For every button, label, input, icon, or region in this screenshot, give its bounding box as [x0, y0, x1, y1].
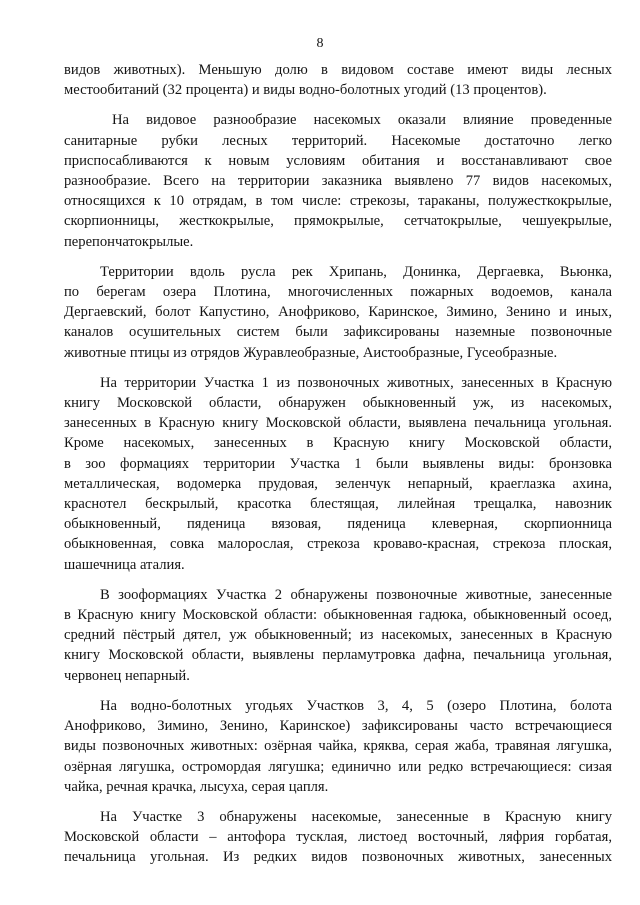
text-line: приспосабливаются к новым условиям обитания и восстанавливают свое: [64, 152, 612, 169]
paragraph-1: [64, 60, 612, 100]
text-line: по берегам озера Плотина, многочисленных пожарных водоемов, канала: [64, 284, 612, 301]
text-line: шашечница аталия.: [64, 556, 185, 573]
page-number: 8: [316, 36, 324, 51]
text-line: санитарные рубки лесных территорий. Насекомые достаточно легко: [64, 132, 612, 149]
text-line: животные птицы из отрядов Журавлеобразные, Аистообразные, Гусеобразные.: [64, 344, 558, 361]
paragraph-5: [64, 585, 612, 686]
text-line: Московской области – антофора тусклая, листоед восточный, ляфрия горбатая,: [64, 829, 612, 846]
text-line: виды позвоночных животных: озёрная чайка, кряква, серая жаба, травяная лягушка,: [64, 738, 612, 755]
text-line: На видовое разнообразие насекомых оказали влияние проведенные: [112, 112, 612, 129]
text-line: Дергаевский, болот Капустино, Анофриково, Каринское, Зимино, Зенино и иных,: [64, 304, 612, 321]
text-line: в зоо формациях территории Участка 1 были выявлены виды: бронзовка: [64, 455, 612, 472]
paragraph-6: [64, 696, 612, 797]
text-line: книгу Московской области, обнаружен обыкновенный уж, из насекомых,: [64, 395, 612, 412]
text-line: В зооформациях Участка 2 обнаружены позвоночные животные, занесенные: [100, 586, 612, 603]
text-line: относящихся к 10 отрядам, в том числе: стрекозы, тараканы, полужесткокрылые,: [64, 193, 612, 210]
text-line: разнообразие. Всего на территории заказника выявлено 77 видов насекомых,: [64, 173, 612, 190]
paragraph-4: [64, 373, 612, 575]
text-line: обыкновенная, совка малорослая, стрекоза кроваво-красная, стрекоза плоская,: [64, 536, 612, 553]
text-line: Территории вдоль русла рек Хрипань, Донинка, Дергаевка, Вьюнка,: [100, 263, 612, 280]
text-line: средний пёстрый дятел, уж обыкновенный; из насекомых, занесенных в Красную: [64, 627, 612, 644]
text-line: чайка, речная крачка, лысуха, серая цапля.: [64, 778, 329, 795]
text-line: На Участке 3 обнаружены насекомые, занесенные в Красную книгу: [100, 808, 612, 825]
text-line: печальница угольная. Из редких видов позвоночных животных, занесенных: [64, 849, 612, 866]
text-line: червонец непарный.: [64, 667, 190, 684]
text-line: в Красную книгу Московской области: обыкновенная гадюка, обыкновенный осоед,: [64, 607, 612, 624]
text-line: Кроме насекомых, занесенных в Красную книгу Московской области,: [64, 435, 612, 452]
paragraph-3: [64, 262, 612, 363]
text-line: книгу Московской области, выявлены перламутровка дафна, печальница угольная,: [64, 647, 612, 664]
text-line: видов животных). Меньшую долю в видовом составе имеют виды лесных: [64, 62, 612, 78]
text-line: скорпионницы, жесткокрылые, прямокрылые, сетчатокрылые, чешуекрылые,: [64, 213, 612, 230]
text-line: На территории Участка 1 из позвоночных животных, занесенных в Красную: [100, 374, 612, 391]
paragraph-2: [64, 110, 612, 251]
text-line: занесенных в Красную книгу Московской области, выявлена печальница угольная.: [64, 415, 612, 432]
text-line: перепончатокрылые.: [64, 233, 194, 250]
text-line: озёрная лягушка, остромордая лягушка; единично или редко встречающиеся: сизая: [64, 758, 612, 775]
paragraph-7: [64, 807, 612, 868]
text-line: каналов осушительных систем были зафиксированы наземные позвоночные: [64, 324, 612, 341]
text-line: обыкновенный, пяденица вязовая, пяденица клеверная, скорпионница: [64, 516, 612, 533]
text-line: краснотел бескрылый, красотка блестящая, лилейная трещалка, навозник: [64, 496, 612, 513]
text-line: местообитаний (32 процента) и виды водно-болотных угодий (13 процентов).: [64, 82, 547, 99]
text-line: металлическая, водомерка прудовая, зеленчук непарный, краеглазка ахина,: [64, 475, 612, 492]
text-line: Анофриково, Зимино, Зенино, Каринское) зафиксированы часто встречающиеся: [64, 718, 612, 735]
document-body: [64, 60, 612, 868]
text-line: На водно-болотных угодьях Участков 3, 4, 5 (озеро Плотина, болота: [100, 697, 612, 714]
